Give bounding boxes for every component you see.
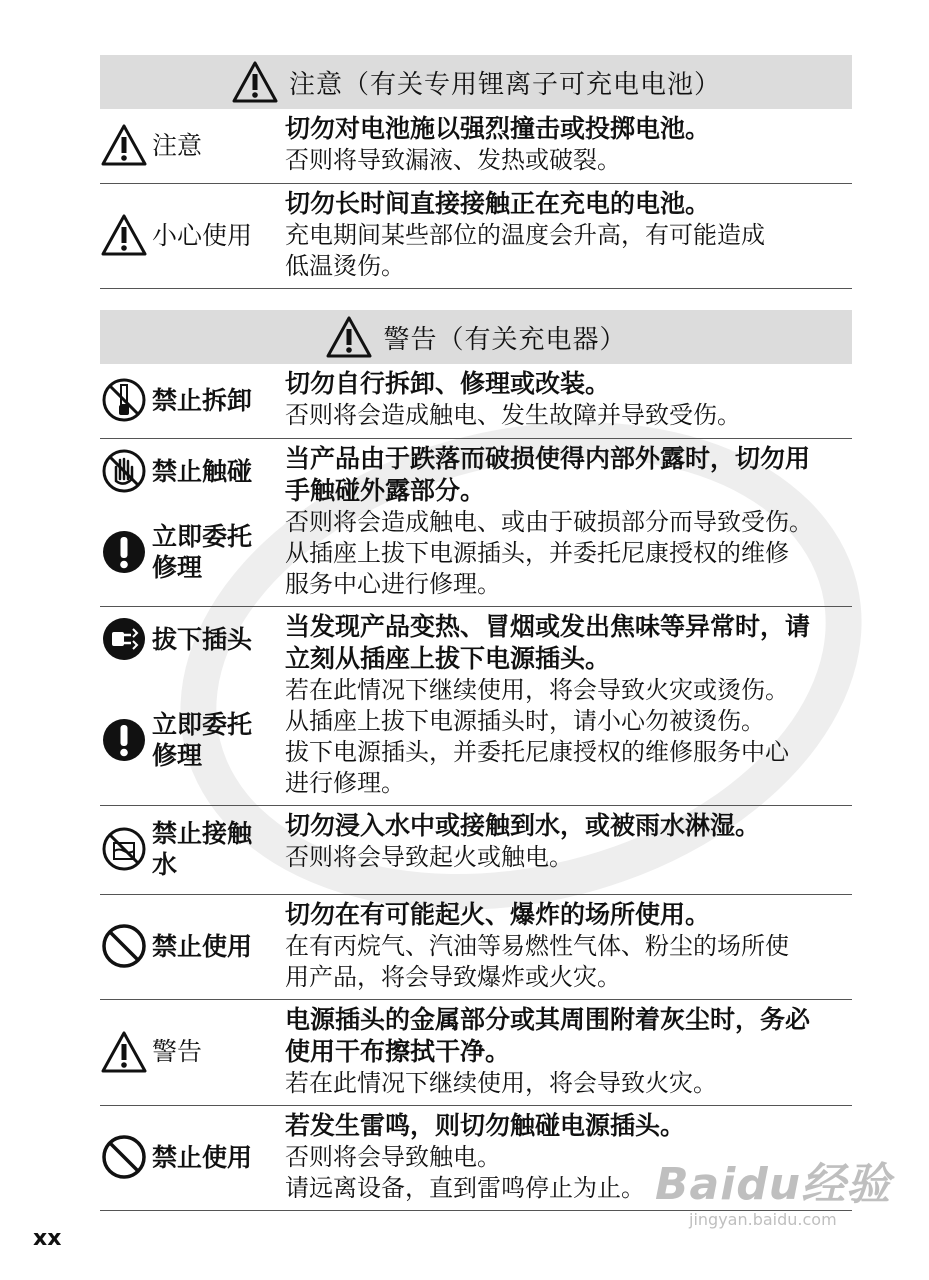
warning-label: 禁止使用 <box>152 931 253 961</box>
warning-heading: 立刻从插座上拔下电源插头。 <box>285 644 611 673</box>
unplug-icon <box>100 615 148 663</box>
warning-heading: 使用干布擦拭干净。 <box>285 1037 511 1066</box>
caution-triangle-icon <box>325 315 373 359</box>
warning-text: 服务中心进行修理。 <box>285 570 501 598</box>
warning-row <box>100 1106 852 1211</box>
warning-text: 用产品，将会导致爆炸或火灾。 <box>285 963 621 991</box>
warning-text: 拔下电源插头，并委托尼康授权的维修服务中心 <box>285 738 789 766</box>
prohibited-circle-icon <box>100 1133 148 1181</box>
warning-row <box>100 109 852 184</box>
warning-label: 立即委托修理 <box>152 522 253 582</box>
watermark-url: jingyan.baidu.com <box>689 1210 837 1229</box>
section-title: 注意（有关专用锂离子可充电电池） <box>288 69 721 100</box>
warning-row <box>100 806 852 895</box>
warning-row <box>100 895 852 1000</box>
caution-triangle-icon <box>231 60 279 104</box>
warning-text: 否则将会造成触电、发生故障并导致受伤。 <box>285 401 741 429</box>
prohibited-circle-icon <box>100 922 148 970</box>
warning-row <box>100 1000 852 1106</box>
warning-text: 从插座上拔下电源插头，并委托尼康授权的维修 <box>285 539 789 567</box>
caution-triangle-icon <box>100 121 148 169</box>
no-water-contact-icon <box>100 825 148 873</box>
no-disassembly-icon <box>100 376 148 424</box>
warning-heading: 切勿自行拆卸、修理或改装。 <box>285 369 611 398</box>
warning-heading: 切勿浸入水中或接触到水，或被雨水淋湿。 <box>285 811 761 840</box>
warning-row <box>100 439 852 607</box>
mandatory-action-icon <box>100 716 148 764</box>
warning-label: 禁止使用 <box>152 1142 253 1172</box>
warning-text: 否则将会导致触电。 <box>285 1143 501 1171</box>
section-header-charger <box>100 310 852 364</box>
warning-heading: 当产品由于跌落而破损使得内部外露时，切勿用 <box>285 444 811 473</box>
warning-label: 禁止接触水 <box>152 819 253 879</box>
warning-label: 立即委托修理 <box>152 710 253 770</box>
warning-heading: 电源插头的金属部分或其周围附着灰尘时，务必 <box>285 1005 811 1034</box>
warning-text: 请远离设备，直到雷鸣停止为止。 <box>285 1174 645 1202</box>
warning-text: 进行修理。 <box>285 769 405 797</box>
warning-heading: 手触碰外露部分。 <box>285 476 486 505</box>
warning-text: 充电期间某些部位的温度会升高，有可能造成 <box>285 221 765 249</box>
warning-heading: 切勿在有可能起火、爆炸的场所使用。 <box>285 900 711 929</box>
warning-row <box>100 607 852 806</box>
warning-text: 否则将会导致起火或触电。 <box>285 843 573 871</box>
warning-text: 在有丙烷气、汽油等易燃性气体、粉尘的场所使 <box>285 932 789 960</box>
warning-text: 低温烫伤。 <box>285 252 405 280</box>
warning-heading: 切勿长时间直接接触正在充电的电池。 <box>285 189 711 218</box>
warning-text: 否则将会造成触电、或由于破损部分而导致受伤。 <box>285 508 813 536</box>
warning-row <box>100 364 852 439</box>
safety-page <box>100 55 852 1211</box>
warning-label: 禁止触碰 <box>152 456 253 486</box>
warning-label: 注意 <box>152 130 203 160</box>
warning-heading: 当发现产品变热、冒烟或发出焦味等异常时，请 <box>285 612 811 641</box>
warning-heading: 切勿对电池施以强烈撞击或投掷电池。 <box>285 114 711 143</box>
mandatory-action-icon <box>100 528 148 576</box>
warning-text: 若在此情况下继续使用，将会导致火灾或烫伤。 <box>285 676 789 704</box>
section-title: 警告（有关充电器） <box>383 324 627 355</box>
warning-text: 从插座上拔下电源插头时，请小心勿被烫伤。 <box>285 707 765 735</box>
warning-heading: 若发生雷鸣，则切勿触碰电源插头。 <box>285 1111 686 1140</box>
section-header-battery <box>100 55 852 109</box>
warning-text: 否则将导致漏液、发热或破裂。 <box>285 146 621 174</box>
watermark-logo-text: Baidu经验 <box>655 1159 892 1210</box>
warning-label: 禁止拆卸 <box>152 385 253 415</box>
page-number: xx <box>33 1226 62 1251</box>
caution-triangle-icon <box>100 1028 148 1076</box>
caution-triangle-icon <box>100 211 148 259</box>
warning-label: 拔下插头 <box>152 624 253 654</box>
warning-label: 警告 <box>152 1037 203 1066</box>
warning-text: 若在此情况下继续使用，将会导致火灾。 <box>285 1069 717 1097</box>
no-touch-hand-icon <box>100 447 148 495</box>
warning-row <box>100 184 852 289</box>
warning-label: 小心使用 <box>152 220 253 250</box>
